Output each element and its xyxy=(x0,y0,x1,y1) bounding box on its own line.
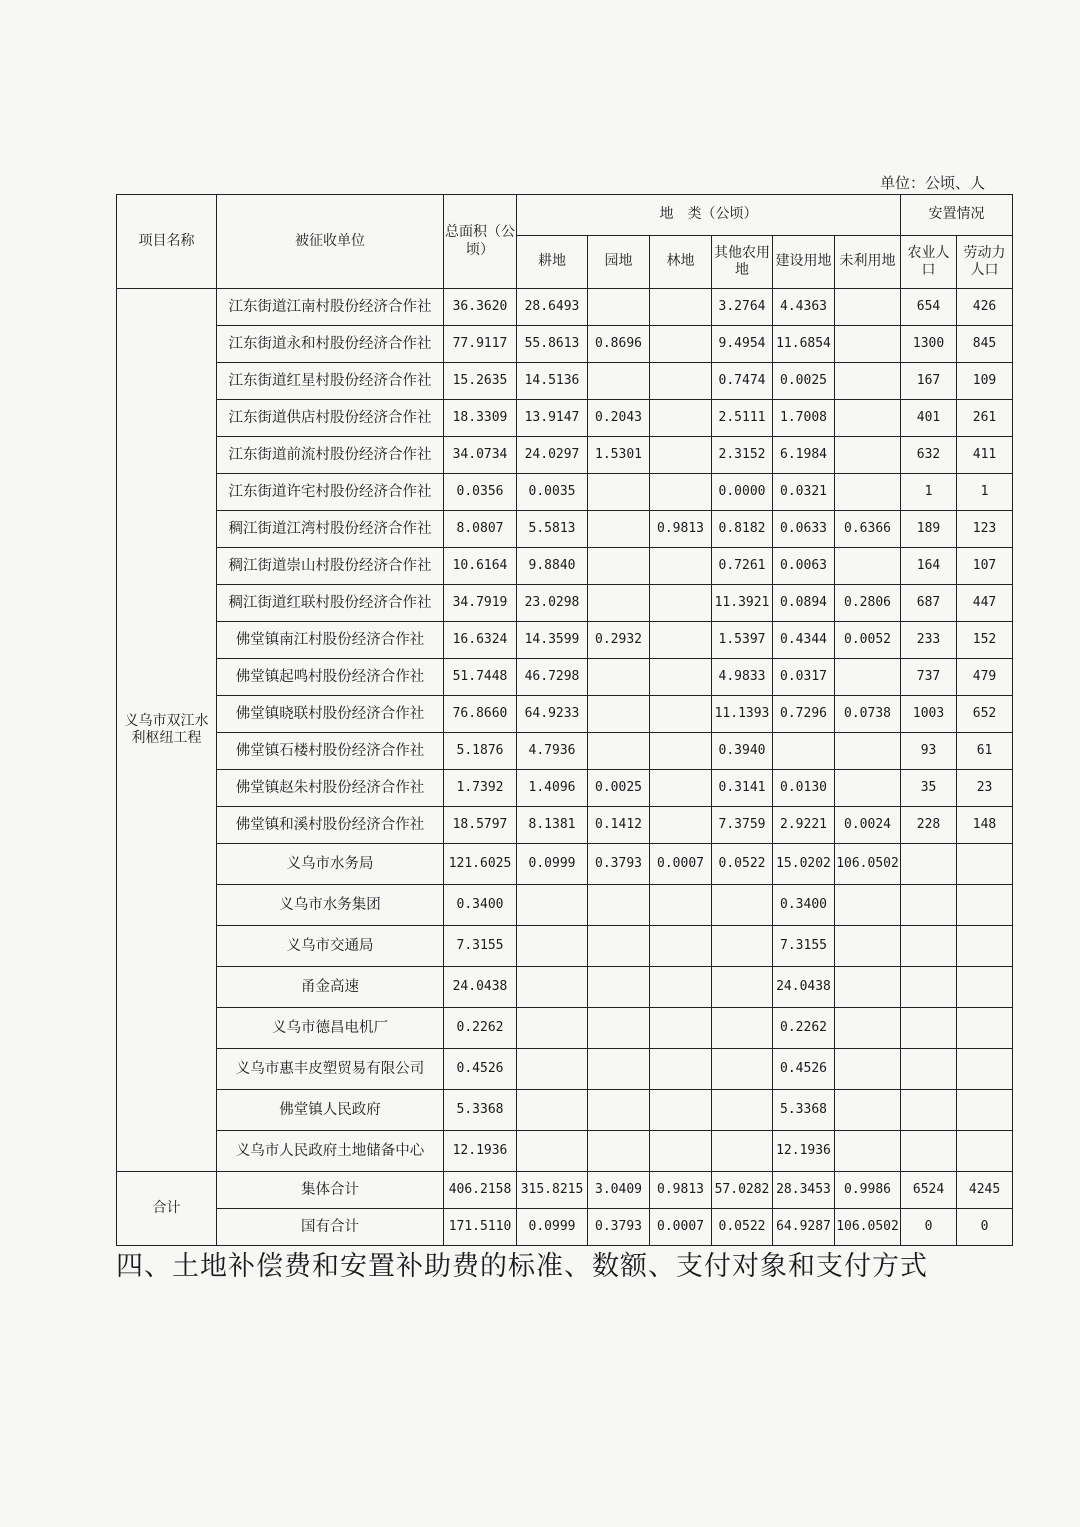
garden-cell xyxy=(588,696,650,733)
agri-cell xyxy=(901,1008,957,1049)
garden-cell xyxy=(588,1090,650,1131)
forest-cell xyxy=(650,885,712,926)
unit-name-cell: 江东街道红星村股份经济合作社 xyxy=(217,363,444,400)
other-cell: 3.2764 xyxy=(712,289,773,326)
forest-cell xyxy=(650,770,712,807)
construction-cell xyxy=(773,733,835,770)
cultivated-cell xyxy=(517,1049,588,1090)
agri-cell xyxy=(901,844,957,885)
other-cell xyxy=(712,1131,773,1172)
total-cell: 1.7392 xyxy=(444,770,517,807)
construction-cell: 0.3400 xyxy=(773,885,835,926)
table-row xyxy=(117,585,1013,622)
other-cell: 0.7261 xyxy=(712,548,773,585)
labor-cell: 426 xyxy=(957,289,1013,326)
unused-cell xyxy=(835,733,901,770)
agri-cell: 233 xyxy=(901,622,957,659)
garden-cell: 0.2043 xyxy=(588,400,650,437)
unused-cell xyxy=(835,1090,901,1131)
totals-construction-cell: 64.9287 xyxy=(773,1209,835,1246)
unit-name-cell: 稠江街道江湾村股份经济合作社 xyxy=(217,511,444,548)
labor-cell: 411 xyxy=(957,437,1013,474)
other-cell: 0.3141 xyxy=(712,770,773,807)
agri-cell xyxy=(901,1131,957,1172)
agri-cell xyxy=(901,1090,957,1131)
unit-name-cell: 佛堂镇石楼村股份经济合作社 xyxy=(217,733,444,770)
labor-cell xyxy=(957,1131,1013,1172)
land-acquisition-table xyxy=(116,194,1013,1246)
table-row xyxy=(117,926,1013,967)
unit-name-cell: 江东街道永和村股份经济合作社 xyxy=(217,326,444,363)
unit-name-cell: 义乌市水务局 xyxy=(217,844,444,885)
forest-cell xyxy=(650,659,712,696)
construction-cell: 24.0438 xyxy=(773,967,835,1008)
totals-unused-cell: 106.0502 xyxy=(835,1209,901,1246)
other-cell: 7.3759 xyxy=(712,807,773,844)
totals-cultivated-cell: 0.0999 xyxy=(517,1209,588,1246)
forest-cell xyxy=(650,733,712,770)
labor-cell xyxy=(957,844,1013,885)
total-cell: 121.6025 xyxy=(444,844,517,885)
labor-cell: 109 xyxy=(957,363,1013,400)
agri-cell: 1 xyxy=(901,474,957,511)
unused-cell xyxy=(835,363,901,400)
table-body xyxy=(117,289,1013,1246)
table-row xyxy=(117,363,1013,400)
other-cell xyxy=(712,1090,773,1131)
unused-cell: 0.0052 xyxy=(835,622,901,659)
agri-cell xyxy=(901,967,957,1008)
labor-cell: 1 xyxy=(957,474,1013,511)
totals-total-cell: 406.2158 xyxy=(444,1172,517,1209)
header-unused: 未利用地 xyxy=(835,236,901,289)
garden-cell: 0.8696 xyxy=(588,326,650,363)
garden-cell xyxy=(588,967,650,1008)
forest-cell xyxy=(650,1049,712,1090)
agri-cell: 632 xyxy=(901,437,957,474)
unit-name-cell: 甬金高速 xyxy=(217,967,444,1008)
totals-agri-cell: 0 xyxy=(901,1209,957,1246)
construction-cell: 1.7008 xyxy=(773,400,835,437)
agri-cell: 1003 xyxy=(901,696,957,733)
table-row xyxy=(117,967,1013,1008)
total-cell: 0.3400 xyxy=(444,885,517,926)
unused-cell xyxy=(835,967,901,1008)
other-cell: 9.4954 xyxy=(712,326,773,363)
forest-cell xyxy=(650,437,712,474)
construction-cell: 4.4363 xyxy=(773,289,835,326)
cultivated-cell: 64.9233 xyxy=(517,696,588,733)
garden-cell xyxy=(588,926,650,967)
header-agri-pop: 农业人口 xyxy=(901,236,957,289)
unused-cell xyxy=(835,1131,901,1172)
agri-cell: 93 xyxy=(901,733,957,770)
construction-cell: 5.3368 xyxy=(773,1090,835,1131)
totals-construction-cell: 28.3453 xyxy=(773,1172,835,1209)
construction-cell: 6.1984 xyxy=(773,437,835,474)
total-cell: 10.6164 xyxy=(444,548,517,585)
forest-cell xyxy=(650,474,712,511)
total-cell: 0.4526 xyxy=(444,1049,517,1090)
forest-cell xyxy=(650,363,712,400)
section-heading: 四、土地补偿费和安置补助费的标准、数额、支付对象和支付方式 xyxy=(116,1251,928,1282)
garden-cell xyxy=(588,511,650,548)
totals-forest-cell: 0.9813 xyxy=(650,1172,712,1209)
other-cell: 0.0000 xyxy=(712,474,773,511)
table-row xyxy=(117,1131,1013,1172)
garden-cell xyxy=(588,1008,650,1049)
cultivated-cell: 23.0298 xyxy=(517,585,588,622)
total-cell: 12.1936 xyxy=(444,1131,517,1172)
agri-cell: 737 xyxy=(901,659,957,696)
other-cell: 0.3940 xyxy=(712,733,773,770)
totals-labor-cell: 0 xyxy=(957,1209,1013,1246)
totals-other-cell: 0.0522 xyxy=(712,1209,773,1246)
cultivated-cell: 8.1381 xyxy=(517,807,588,844)
other-cell: 2.5111 xyxy=(712,400,773,437)
garden-cell xyxy=(588,474,650,511)
construction-cell: 0.2262 xyxy=(773,1008,835,1049)
unit-name-cell: 江东街道许宅村股份经济合作社 xyxy=(217,474,444,511)
garden-cell xyxy=(588,289,650,326)
garden-cell xyxy=(588,733,650,770)
other-cell xyxy=(712,885,773,926)
totals-row xyxy=(117,1172,1013,1209)
unit-note: 单位：公顷、人 xyxy=(880,174,986,192)
labor-cell: 261 xyxy=(957,400,1013,437)
unit-name-cell: 江东街道前流村股份经济合作社 xyxy=(217,437,444,474)
labor-cell: 479 xyxy=(957,659,1013,696)
project-name-cell: 义乌市双江水利枢纽工程 xyxy=(117,289,217,1172)
garden-cell: 0.0025 xyxy=(588,770,650,807)
cultivated-cell xyxy=(517,885,588,926)
construction-cell: 7.3155 xyxy=(773,926,835,967)
total-cell: 5.3368 xyxy=(444,1090,517,1131)
table-row xyxy=(117,437,1013,474)
construction-cell: 15.0202 xyxy=(773,844,835,885)
unit-name-cell: 佛堂镇晓联村股份经济合作社 xyxy=(217,696,444,733)
cultivated-cell xyxy=(517,926,588,967)
unused-cell xyxy=(835,659,901,696)
unused-cell: 0.2806 xyxy=(835,585,901,622)
other-cell: 11.1393 xyxy=(712,696,773,733)
construction-cell: 0.0317 xyxy=(773,659,835,696)
construction-cell: 0.0130 xyxy=(773,770,835,807)
header-resettlement: 安置情况 xyxy=(901,195,1013,236)
totals-unit-cell: 国有合计 xyxy=(217,1209,444,1246)
other-cell xyxy=(712,1049,773,1090)
total-cell: 16.6324 xyxy=(444,622,517,659)
unused-cell xyxy=(835,1008,901,1049)
garden-cell xyxy=(588,659,650,696)
unit-name-cell: 佛堂镇起鸣村股份经济合作社 xyxy=(217,659,444,696)
header-garden: 园地 xyxy=(588,236,650,289)
labor-cell: 148 xyxy=(957,807,1013,844)
unit-name-cell: 佛堂镇人民政府 xyxy=(217,1090,444,1131)
labor-cell xyxy=(957,1008,1013,1049)
cultivated-cell: 5.5813 xyxy=(517,511,588,548)
total-cell: 51.7448 xyxy=(444,659,517,696)
total-cell: 18.5797 xyxy=(444,807,517,844)
garden-cell xyxy=(588,885,650,926)
cultivated-cell: 14.5136 xyxy=(517,363,588,400)
other-cell: 11.3921 xyxy=(712,585,773,622)
agri-cell xyxy=(901,885,957,926)
table-row xyxy=(117,1049,1013,1090)
unused-cell xyxy=(835,770,901,807)
unused-cell xyxy=(835,289,901,326)
forest-cell xyxy=(650,289,712,326)
agri-cell: 189 xyxy=(901,511,957,548)
forest-cell xyxy=(650,400,712,437)
cultivated-cell xyxy=(517,1008,588,1049)
unit-name-cell: 义乌市人民政府土地储备中心 xyxy=(217,1131,444,1172)
garden-cell: 0.2932 xyxy=(588,622,650,659)
forest-cell xyxy=(650,1131,712,1172)
unused-cell: 106.0502 xyxy=(835,844,901,885)
other-cell: 4.9833 xyxy=(712,659,773,696)
unit-name-cell: 江东街道供店村股份经济合作社 xyxy=(217,400,444,437)
cultivated-cell xyxy=(517,967,588,1008)
unit-name-cell: 义乌市德昌电机厂 xyxy=(217,1008,444,1049)
forest-cell xyxy=(650,967,712,1008)
totals-forest-cell: 0.0007 xyxy=(650,1209,712,1246)
construction-cell: 0.4344 xyxy=(773,622,835,659)
construction-cell: 0.7296 xyxy=(773,696,835,733)
forest-cell xyxy=(650,1090,712,1131)
table-row xyxy=(117,1090,1013,1131)
construction-cell: 0.4526 xyxy=(773,1049,835,1090)
unused-cell xyxy=(835,548,901,585)
cultivated-cell: 1.4096 xyxy=(517,770,588,807)
unit-name-cell: 义乌市交通局 xyxy=(217,926,444,967)
garden-cell: 0.1412 xyxy=(588,807,650,844)
header-other-agri: 其他农用地 xyxy=(712,236,773,289)
table-row xyxy=(117,326,1013,363)
cultivated-cell: 46.7298 xyxy=(517,659,588,696)
totals-agri-cell: 6524 xyxy=(901,1172,957,1209)
unit-name-cell: 稠江街道红联村股份经济合作社 xyxy=(217,585,444,622)
table-row xyxy=(117,548,1013,585)
other-cell: 0.8182 xyxy=(712,511,773,548)
unused-cell xyxy=(835,1049,901,1090)
table-row xyxy=(117,807,1013,844)
total-cell: 24.0438 xyxy=(444,967,517,1008)
forest-cell xyxy=(650,548,712,585)
total-cell: 34.0734 xyxy=(444,437,517,474)
header-land-type: 地 类（公顷） xyxy=(517,195,901,236)
header-total-area: 总面积（公顷） xyxy=(444,195,517,289)
total-cell: 18.3309 xyxy=(444,400,517,437)
cultivated-cell xyxy=(517,1131,588,1172)
labor-cell: 23 xyxy=(957,770,1013,807)
agri-cell: 35 xyxy=(901,770,957,807)
total-cell: 15.2635 xyxy=(444,363,517,400)
totals-garden-cell: 3.0409 xyxy=(588,1172,650,1209)
unit-name-cell: 义乌市水务集团 xyxy=(217,885,444,926)
construction-cell: 11.6854 xyxy=(773,326,835,363)
cultivated-cell: 9.8840 xyxy=(517,548,588,585)
garden-cell xyxy=(588,548,650,585)
construction-cell: 2.9221 xyxy=(773,807,835,844)
construction-cell: 12.1936 xyxy=(773,1131,835,1172)
totals-garden-cell: 0.3793 xyxy=(588,1209,650,1246)
other-cell: 0.7474 xyxy=(712,363,773,400)
table-row xyxy=(117,511,1013,548)
labor-cell: 652 xyxy=(957,696,1013,733)
forest-cell xyxy=(650,1008,712,1049)
table-row xyxy=(117,400,1013,437)
other-cell xyxy=(712,967,773,1008)
table-row xyxy=(117,733,1013,770)
agri-cell: 167 xyxy=(901,363,957,400)
table-row xyxy=(117,696,1013,733)
construction-cell: 0.0025 xyxy=(773,363,835,400)
other-cell xyxy=(712,1008,773,1049)
total-cell: 76.8660 xyxy=(444,696,517,733)
table-row xyxy=(117,622,1013,659)
forest-cell xyxy=(650,622,712,659)
agri-cell: 654 xyxy=(901,289,957,326)
unused-cell xyxy=(835,926,901,967)
total-cell: 0.0356 xyxy=(444,474,517,511)
agri-cell: 1300 xyxy=(901,326,957,363)
forest-cell: 0.0007 xyxy=(650,844,712,885)
labor-cell: 447 xyxy=(957,585,1013,622)
table-row xyxy=(117,844,1013,885)
unused-cell: 0.6366 xyxy=(835,511,901,548)
construction-cell: 0.0063 xyxy=(773,548,835,585)
other-cell: 2.3152 xyxy=(712,437,773,474)
header-construction: 建设用地 xyxy=(773,236,835,289)
construction-cell: 0.0321 xyxy=(773,474,835,511)
table-row xyxy=(117,1008,1013,1049)
garden-cell: 0.3793 xyxy=(588,844,650,885)
other-cell: 0.0522 xyxy=(712,844,773,885)
agri-cell: 228 xyxy=(901,807,957,844)
unused-cell: 0.0024 xyxy=(835,807,901,844)
forest-cell xyxy=(650,326,712,363)
totals-other-cell: 57.0282 xyxy=(712,1172,773,1209)
totals-row xyxy=(117,1209,1013,1246)
forest-cell xyxy=(650,696,712,733)
total-cell: 7.3155 xyxy=(444,926,517,967)
totals-cultivated-cell: 315.8215 xyxy=(517,1172,588,1209)
garden-cell xyxy=(588,585,650,622)
labor-cell: 845 xyxy=(957,326,1013,363)
construction-cell: 0.0894 xyxy=(773,585,835,622)
total-cell: 5.1876 xyxy=(444,733,517,770)
header-project-name: 项目名称 xyxy=(117,195,217,289)
cultivated-cell: 28.6493 xyxy=(517,289,588,326)
forest-cell xyxy=(650,807,712,844)
garden-cell xyxy=(588,1131,650,1172)
construction-cell: 0.0633 xyxy=(773,511,835,548)
garden-cell: 1.5301 xyxy=(588,437,650,474)
total-cell: 77.9117 xyxy=(444,326,517,363)
unit-name-cell: 义乌市惠丰皮塑贸易有限公司 xyxy=(217,1049,444,1090)
other-cell: 1.5397 xyxy=(712,622,773,659)
cultivated-cell: 4.7936 xyxy=(517,733,588,770)
labor-cell: 152 xyxy=(957,622,1013,659)
forest-cell xyxy=(650,585,712,622)
unit-name-cell: 江东街道江南村股份经济合作社 xyxy=(217,289,444,326)
cultivated-cell: 24.0297 xyxy=(517,437,588,474)
agri-cell xyxy=(901,926,957,967)
garden-cell xyxy=(588,363,650,400)
unit-name-cell: 佛堂镇赵朱村股份经济合作社 xyxy=(217,770,444,807)
cultivated-cell: 13.9147 xyxy=(517,400,588,437)
total-cell: 34.7919 xyxy=(444,585,517,622)
unused-cell xyxy=(835,400,901,437)
table-row xyxy=(117,770,1013,807)
forest-cell: 0.9813 xyxy=(650,511,712,548)
totals-labor-cell: 4245 xyxy=(957,1172,1013,1209)
header-cultivated: 耕地 xyxy=(517,236,588,289)
labor-cell xyxy=(957,967,1013,1008)
labor-cell xyxy=(957,885,1013,926)
unused-cell xyxy=(835,437,901,474)
table-row xyxy=(117,474,1013,511)
agri-cell: 687 xyxy=(901,585,957,622)
labor-cell xyxy=(957,1049,1013,1090)
unit-name-cell: 稠江街道崇山村股份经济合作社 xyxy=(217,548,444,585)
labor-cell xyxy=(957,926,1013,967)
agri-cell: 164 xyxy=(901,548,957,585)
cultivated-cell: 0.0035 xyxy=(517,474,588,511)
table-row xyxy=(117,885,1013,926)
unused-cell: 0.0738 xyxy=(835,696,901,733)
labor-cell: 107 xyxy=(957,548,1013,585)
unused-cell xyxy=(835,885,901,926)
total-cell: 0.2262 xyxy=(444,1008,517,1049)
cultivated-cell: 0.0999 xyxy=(517,844,588,885)
agri-cell: 401 xyxy=(901,400,957,437)
unit-name-cell: 佛堂镇和溪村股份经济合作社 xyxy=(217,807,444,844)
unit-name-cell: 佛堂镇南江村股份经济合作社 xyxy=(217,622,444,659)
totals-total-cell: 171.5110 xyxy=(444,1209,517,1246)
totals-unit-cell: 集体合计 xyxy=(217,1172,444,1209)
garden-cell xyxy=(588,1049,650,1090)
unused-cell xyxy=(835,326,901,363)
cultivated-cell: 55.8613 xyxy=(517,326,588,363)
cultivated-cell: 14.3599 xyxy=(517,622,588,659)
other-cell xyxy=(712,926,773,967)
total-cell: 8.0807 xyxy=(444,511,517,548)
table-row xyxy=(117,659,1013,696)
header-labor-pop: 劳动力人口 xyxy=(957,236,1013,289)
totals-label-cell: 合计 xyxy=(117,1172,217,1246)
labor-cell xyxy=(957,1090,1013,1131)
cultivated-cell xyxy=(517,1090,588,1131)
labor-cell: 123 xyxy=(957,511,1013,548)
forest-cell xyxy=(650,926,712,967)
header-forest: 林地 xyxy=(650,236,712,289)
labor-cell: 61 xyxy=(957,733,1013,770)
totals-unused-cell: 0.9986 xyxy=(835,1172,901,1209)
header-unit-name: 被征收单位 xyxy=(217,195,444,289)
unused-cell xyxy=(835,474,901,511)
table-row xyxy=(117,289,1013,326)
agri-cell xyxy=(901,1049,957,1090)
total-cell: 36.3620 xyxy=(444,289,517,326)
